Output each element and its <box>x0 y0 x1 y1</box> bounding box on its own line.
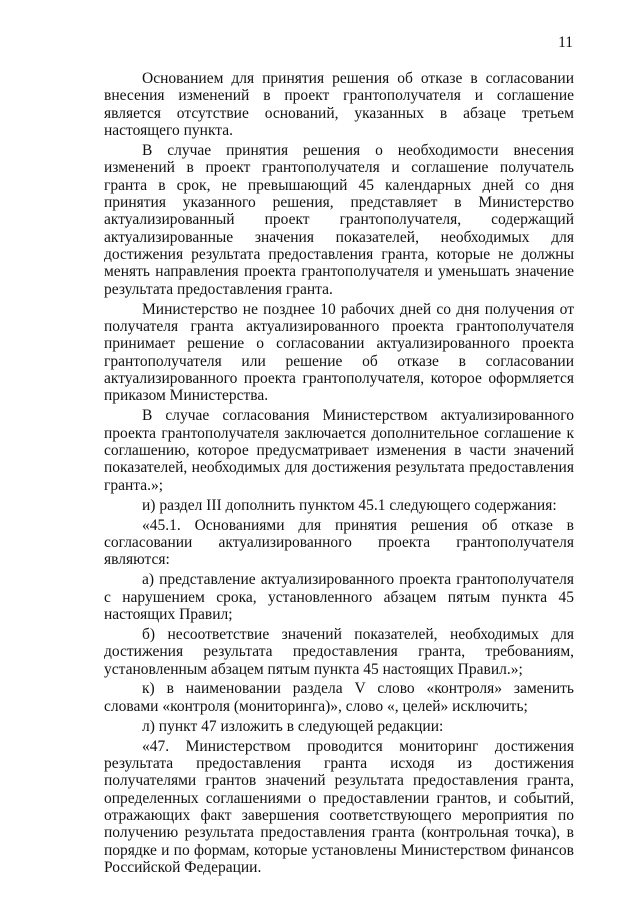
paragraph-changes-decision: В случае принятия решения о необходимости внесения изменений в проект грантополучателя и соглашение получатель гранта в срок, не превышающий 45 календарных дней со дня принятия указанного решения, представляет в Министерство актуализированный проект грантополучателя, содержащий актуализированные значения показателей, необходимых для достижения результата предоставления гранта, которые не должны менять направления проекта грантополучателя и уменьшать значение результата предоставления гранта. <box>104 141 574 298</box>
paragraph-subitem-b: б) несоответствие значений показателей, необходимых для достижения результата предоставления гранта, требованиям, установленным абзацем пятым пункта 45 настоящих Правил.»; <box>104 625 574 678</box>
page-number: 11 <box>558 34 573 51</box>
paragraph-clause-47: «47. Министерством проводится мониторинг достижения результата предоставления гранта исходя из достижения получателями грантов значений результата предоставления гранта, определенных соглашениями о предоставлении грантов, и событий, отражающих факт завершения соответствующего мероприятия по получению результата предоставления гранта (контрольная точка), в порядке и по формам, которые установлены Министерством финансов Российской Федерации. <box>104 737 574 877</box>
paragraph-refusal-grounds: Основанием для принятия решения об отказе в согласовании внесения изменений в проект грантополучателя и соглашение является отсутствие оснований, указанных в абзаце третьем настоящего пункта. <box>104 70 574 140</box>
paragraph-item-l: л) пункт 47 изложить в следующей редакции: <box>142 717 444 735</box>
paragraph-additional-agreement: В случае согласования Министерством актуализированного проекта грантополучателя заключается дополнительное соглашение к соглашению, которое предусматривает изменения в части значений показателей, необходимых для достижения результата предоставления гранта.»; <box>104 407 574 494</box>
paragraph-item-k: к) в наименовании раздела V слово «контроля» заменить словами «контроля (мониторинга)», слово «, целей» исключить; <box>104 680 574 715</box>
paragraph-subitem-a: а) представление актуализированного проекта грантополучателя с нарушением срока, установленного абзацем пятым пункта 45 настоящих Правил; <box>104 571 574 623</box>
paragraph-clause-45-1: «45.1. Основаниями для принятия решения об отказе в согласовании актуализированного проекта грантополучателя являются: <box>104 516 574 569</box>
paragraph-ministry-review: Министерство не позднее 10 рабочих дней со дня получения от получателя гранта актуализированного проекта грантополучателя принимает решение о согласовании актуализированного проекта грантополучателя или решение об отказе в согласовании актуализированного проекта грантополучателя, которое оформляется приказом Министерства. <box>104 300 574 405</box>
paragraph-item-i: и) раздел III дополнить пунктом 45.1 следующего содержания: <box>142 496 557 514</box>
document-body <box>104 70 574 876</box>
